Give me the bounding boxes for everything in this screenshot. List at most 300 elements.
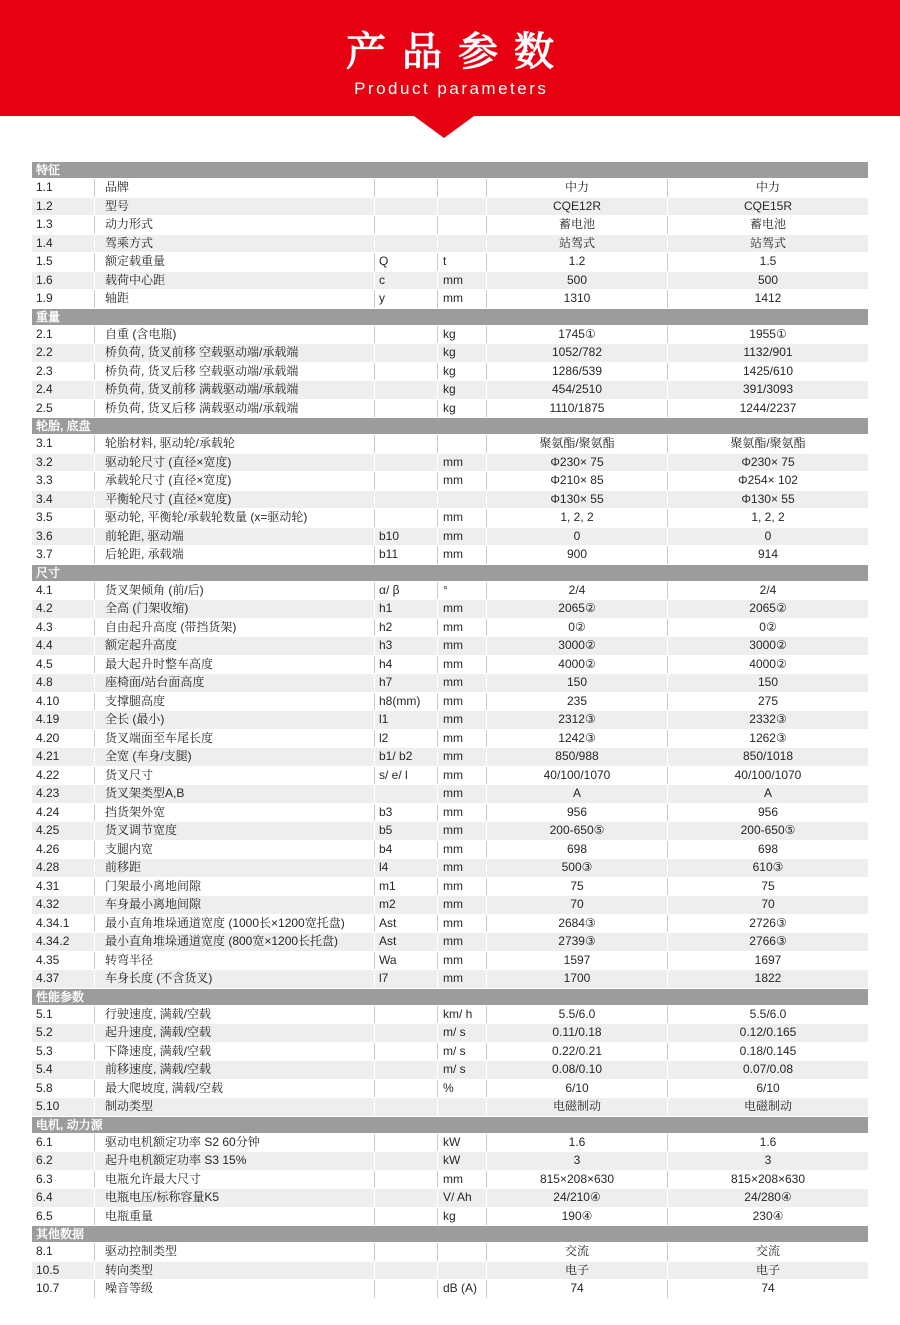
cell-no: 6.3 (32, 1171, 95, 1189)
cell-unit: mm (438, 841, 487, 859)
cell-v1: 2/4 (487, 582, 668, 600)
cell-unit: kW (438, 1134, 487, 1152)
cell-unit (438, 198, 487, 216)
cell-no: 4.28 (32, 859, 95, 877)
cell-unit (438, 491, 487, 509)
cell-no: 4.24 (32, 804, 95, 822)
cell-v2: 0.18/0.145 (739, 1043, 797, 1058)
table-row (32, 637, 868, 656)
table-row (32, 600, 868, 619)
cell-no: 6.5 (32, 1208, 95, 1226)
cell-unit: kg (438, 344, 487, 362)
cell-no: 6.4 (32, 1189, 95, 1207)
table-row (32, 785, 868, 804)
cell-v2: 1262③ (749, 730, 787, 745)
cell-no: 4.5 (32, 656, 95, 674)
cell-name: 货叉端面至车尾长度 (95, 730, 375, 748)
cell-sym: b11 (375, 546, 438, 564)
cell-v1: Φ210× 85 (487, 472, 668, 490)
table-row (32, 326, 868, 345)
cell-unit: % (438, 1080, 487, 1098)
cell-no: 4.34.1 (32, 915, 95, 933)
cell-unit: kW (438, 1152, 487, 1170)
cell-name: 最大起升时整车高度 (95, 656, 375, 674)
cell-no: 1.6 (32, 272, 95, 290)
table-row (32, 933, 868, 952)
cell-name: 型号 (95, 198, 375, 216)
cell-no: 4.25 (32, 822, 95, 840)
table-row (32, 915, 868, 934)
cell-unit: mm (438, 509, 487, 527)
cell-unit: mm (438, 600, 487, 618)
cell-name: 品牌 (95, 179, 375, 197)
cell-no: 4.26 (32, 841, 95, 859)
table-row (32, 656, 868, 675)
cell-v1: 聚氨酯/聚氨酯 (487, 435, 668, 453)
cell-v1: 850/988 (487, 748, 668, 766)
cell-name: 全宽 (车身/支腿) (95, 748, 375, 766)
cell-no: 2.3 (32, 363, 95, 381)
cell-no: 4.3 (32, 619, 95, 637)
table-row (32, 1098, 868, 1117)
cell-v1: 2065② (487, 600, 668, 618)
cell-sym: Ast (375, 933, 438, 951)
cell-sym (375, 472, 438, 490)
cell-unit (438, 1098, 487, 1116)
cell-sym: y (375, 290, 438, 308)
cell-v2: 1955① (749, 326, 787, 341)
cell-no: 1.4 (32, 235, 95, 253)
table-row (32, 1134, 868, 1153)
cell-v2: 1244/2237 (739, 400, 797, 415)
cell-v2: Φ130× 55 (741, 491, 795, 506)
cell-v2: 站驾式 (749, 235, 786, 250)
table-row (32, 400, 868, 419)
table-row (32, 1024, 868, 1043)
cell-v1: 1110/1875 (487, 400, 668, 418)
parameters-table (32, 162, 868, 1299)
cell-name: 载荷中心距 (95, 272, 375, 290)
cell-unit: mm (438, 637, 487, 655)
cell-v1: 200-650⑤ (487, 822, 668, 840)
cell-sym (375, 198, 438, 216)
cell-v2: 610③ (752, 860, 784, 874)
cell-name: 前轮距, 驱动端 (95, 528, 375, 546)
cell-unit: mm (438, 970, 487, 988)
cell-v1: 3000② (487, 637, 668, 655)
cell-name: 前移距 (95, 859, 375, 877)
cell-v2: 2332③ (749, 712, 787, 726)
table-row (32, 1171, 868, 1190)
cell-unit (438, 216, 487, 234)
cell-sym (375, 1208, 438, 1226)
cell-no: 4.1 (32, 582, 95, 600)
cell-unit: mm (438, 878, 487, 896)
cell-no: 4.35 (32, 952, 95, 970)
cell-v2: 2065② (749, 601, 787, 615)
table-row (32, 674, 868, 693)
cell-v1: 74 (487, 1280, 668, 1298)
table-row (32, 822, 868, 841)
cell-v2: 150 (757, 675, 779, 689)
cell-no: 6.2 (32, 1152, 95, 1170)
cell-unit: mm (438, 472, 487, 490)
cell-unit: mm (438, 454, 487, 472)
table-row (32, 216, 868, 235)
cell-no: 3.3 (32, 472, 95, 490)
cell-sym (375, 491, 438, 509)
cell-v2: 2766③ (749, 934, 787, 948)
cell-v2: 3000② (749, 638, 787, 652)
cell-v2: 电磁制动 (743, 1099, 792, 1113)
cell-v2: 230④ (752, 1208, 784, 1223)
cell-v2: 1822 (754, 971, 782, 985)
cell-v2: 5.5/6.0 (749, 1006, 787, 1021)
cell-no: 3.6 (32, 528, 95, 546)
cell-sym (375, 179, 438, 197)
cell-v1: 电子 (487, 1262, 668, 1280)
cell-v1: 1286/539 (487, 363, 668, 381)
table-row (32, 272, 868, 291)
banner-title: 产品参数 (346, 30, 570, 74)
cell-name: 平衡轮尺寸 (直径×宽度) (95, 491, 375, 509)
table-row (32, 1080, 868, 1099)
cell-no: 5.4 (32, 1061, 95, 1079)
cell-unit: mm (438, 546, 487, 564)
table-row (32, 235, 868, 254)
cell-no: 8.1 (32, 1243, 95, 1261)
cell-sym (375, 1189, 438, 1207)
cell-v2: 0.12/0.165 (739, 1025, 797, 1039)
cell-unit: mm (438, 785, 487, 803)
cell-unit: mm (438, 1171, 487, 1189)
cell-name: 轴距 (95, 290, 375, 308)
cell-no: 1.2 (32, 198, 95, 216)
cell-v1: 75 (487, 878, 668, 896)
table-row (32, 619, 868, 638)
cell-unit: km/ h (438, 1006, 487, 1024)
table-row (32, 528, 868, 547)
cell-v1: 2739③ (487, 933, 668, 951)
cell-unit: mm (438, 656, 487, 674)
table-row (32, 841, 868, 860)
cell-name: 座椅面/站台面高度 (95, 674, 375, 692)
cell-sym (375, 1243, 438, 1261)
cell-name: 桥负荷, 货叉前移 空载驱动端/承载端 (95, 344, 375, 362)
cell-no: 4.10 (32, 693, 95, 711)
cell-no: 2.1 (32, 326, 95, 344)
cell-no: 10.5 (32, 1262, 95, 1280)
cell-name: 货叉尺寸 (95, 767, 375, 785)
cell-name: 行驶速度, 满载/空载 (95, 1006, 375, 1024)
cell-name: 转向类型 (95, 1262, 375, 1280)
cell-v1: A (487, 785, 668, 803)
cell-name: 噪音等级 (95, 1280, 375, 1298)
cell-no: 10.7 (32, 1280, 95, 1298)
cell-v2: 聚氨酯/聚氨酯 (730, 436, 806, 450)
cell-unit: mm (438, 730, 487, 748)
cell-unit: mm (438, 693, 487, 711)
section-header: 尺寸 (32, 565, 868, 581)
cell-unit: mm (438, 804, 487, 822)
cell-unit: mm (438, 748, 487, 766)
cell-sym: b5 (375, 822, 438, 840)
cell-v2: 391/3093 (742, 382, 794, 396)
cell-name: 承载轮尺寸 (直径×宽度) (95, 472, 375, 490)
cell-name: 货叉架类型A,B (95, 785, 375, 803)
cell-v1: 500③ (487, 859, 668, 877)
cell-sym (375, 1152, 438, 1170)
cell-name: 动力形式 (95, 216, 375, 234)
cell-sym: α/ β (375, 582, 438, 600)
cell-sym (375, 785, 438, 803)
cell-no: 4.31 (32, 878, 95, 896)
cell-no: 3.2 (32, 454, 95, 472)
cell-sym: b3 (375, 804, 438, 822)
cell-no: 5.2 (32, 1024, 95, 1042)
cell-v2: 850/1018 (742, 749, 794, 763)
cell-v2: 中力 (755, 180, 780, 194)
cell-no: 4.32 (32, 896, 95, 914)
cell-unit: mm (438, 272, 487, 290)
table-row (32, 859, 868, 878)
table-row (32, 748, 868, 767)
table-row (32, 952, 868, 971)
cell-sym: h3 (375, 637, 438, 655)
section-header: 电机, 动力源 (32, 1117, 868, 1133)
cell-v1: 1310 (487, 290, 668, 308)
table-row (32, 472, 868, 491)
cell-no: 4.20 (32, 730, 95, 748)
table-row (32, 290, 868, 309)
section-header: 轮胎, 底盘 (32, 418, 868, 434)
cell-sym (375, 435, 438, 453)
cell-no: 1.3 (32, 216, 95, 234)
table-row (32, 711, 868, 730)
cell-name: 支腿内宽 (95, 841, 375, 859)
table-row (32, 767, 868, 786)
cell-name: 桥负荷, 货叉前移 满载驱动端/承载端 (95, 381, 375, 399)
cell-no: 2.4 (32, 381, 95, 399)
cell-v2: 1.5 (759, 254, 777, 268)
cell-name: 额定载重量 (95, 253, 375, 271)
cell-v2: 698 (757, 841, 779, 856)
cell-unit: dB (A) (438, 1280, 487, 1298)
cell-name: 最大爬坡度, 满载/空载 (95, 1080, 375, 1098)
cell-v2: CQE15R (743, 198, 793, 213)
section-header: 重量 (32, 309, 868, 325)
cell-v1: 中力 (487, 179, 668, 197)
cell-no: 3.7 (32, 546, 95, 564)
cell-unit: m/ s (438, 1043, 487, 1061)
cell-v2: 电子 (755, 1262, 780, 1277)
cell-v2: 1425/610 (742, 363, 794, 378)
cell-unit: kg (438, 363, 487, 381)
cell-v2: 75 (761, 878, 775, 893)
section-header: 特征 (32, 162, 868, 178)
cell-sym (375, 1043, 438, 1061)
cell-v2: 275 (757, 693, 779, 708)
cell-sym (375, 1024, 438, 1042)
cell-sym: m2 (375, 896, 438, 914)
cell-v1: 6/10 (487, 1080, 668, 1098)
cell-v1: 0 (487, 528, 668, 546)
cell-v1: 4000② (487, 656, 668, 674)
table-row (32, 1152, 868, 1171)
cell-v1: 1, 2, 2 (487, 509, 668, 527)
table-row (32, 198, 868, 217)
cell-name: 车身最小离地间隙 (95, 896, 375, 914)
cell-v2: 815×208×630 (730, 1171, 806, 1186)
cell-v2: Φ254× 102 (738, 473, 798, 487)
cell-no: 4.23 (32, 785, 95, 803)
table-row (32, 896, 868, 915)
cell-v1: 698 (487, 841, 668, 859)
cell-sym (375, 454, 438, 472)
cell-v1: 40/100/1070 (487, 767, 668, 785)
cell-v2: 1, 2, 2 (751, 510, 785, 524)
cell-unit: ° (438, 582, 487, 600)
table-row (32, 454, 868, 473)
cell-v1: 70 (487, 896, 668, 914)
cell-v2: 6/10 (756, 1080, 780, 1095)
table-row (32, 693, 868, 712)
table-row (32, 363, 868, 382)
cell-unit: mm (438, 933, 487, 951)
table-row (32, 1280, 868, 1299)
cell-name: 最小直角堆垛通道宽度 (1000长×1200宽托盘) (95, 915, 375, 933)
cell-no: 3.1 (32, 435, 95, 453)
table-row (32, 344, 868, 363)
cell-sym (375, 1262, 438, 1280)
cell-name: 后轮距, 承载端 (95, 546, 375, 564)
cell-v2: 4000② (749, 656, 787, 671)
cell-no: 2.5 (32, 400, 95, 418)
cell-unit: mm (438, 822, 487, 840)
cell-unit: kg (438, 1208, 487, 1226)
table-row (32, 253, 868, 272)
cell-unit: m/ s (438, 1061, 487, 1079)
cell-sym: b4 (375, 841, 438, 859)
cell-v2: 1412 (754, 291, 782, 305)
cell-sym (375, 326, 438, 344)
cell-v1: 1.6 (487, 1134, 668, 1152)
cell-name: 起升电机额定功率 S3 15% (95, 1152, 375, 1170)
cell-sym (375, 216, 438, 234)
cell-v1: 1745① (487, 326, 668, 344)
cell-sym: m1 (375, 878, 438, 896)
cell-name: 转弯半径 (95, 952, 375, 970)
cell-no: 4.34.2 (32, 933, 95, 951)
table-row (32, 546, 868, 565)
cell-name: 最小直角堆垛通道宽度 (800宽×1200长托盘) (95, 933, 375, 951)
cell-no: 5.10 (32, 1098, 95, 1116)
cell-name: 驱动电机额定功率 S2 60分钟 (95, 1134, 375, 1152)
cell-v1: 1700 (487, 970, 668, 988)
cell-unit (438, 435, 487, 453)
cell-sym: h2 (375, 619, 438, 637)
cell-name: 驱动轮尺寸 (直径×宽度) (95, 454, 375, 472)
cell-sym: h1 (375, 600, 438, 618)
cell-v2: 0 (764, 528, 772, 543)
cell-v1: 0.08/0.10 (487, 1061, 668, 1079)
table-row (32, 970, 868, 989)
cell-name: 桥负荷, 货叉后移 空载驱动端/承载端 (95, 363, 375, 381)
cell-name: 自重 (含电瓶) (95, 326, 375, 344)
cell-name: 挡货架外宽 (95, 804, 375, 822)
cell-sym (375, 363, 438, 381)
cell-v1: 900 (487, 546, 668, 564)
cell-unit (438, 1262, 487, 1280)
cell-name: 下降速度, 满载/空载 (95, 1043, 375, 1061)
table-row (32, 1189, 868, 1208)
cell-unit: mm (438, 767, 487, 785)
table-row (32, 730, 868, 749)
cell-unit: mm (438, 896, 487, 914)
cell-name: 支撑腿高度 (95, 693, 375, 711)
cell-v2: 交流 (755, 1244, 780, 1258)
cell-name: 前移速度, 满载/空载 (95, 1061, 375, 1079)
cell-sym (375, 509, 438, 527)
cell-unit (438, 179, 487, 197)
cell-v1: 956 (487, 804, 668, 822)
table-row (32, 509, 868, 528)
table-row (32, 1043, 868, 1062)
cell-name: 轮胎材料, 驱动轮/承载轮 (95, 435, 375, 453)
cell-no: 1.5 (32, 253, 95, 271)
cell-no: 5.8 (32, 1080, 95, 1098)
cell-sym: s/ e/ l (375, 767, 438, 785)
cell-sym: Ast (375, 915, 438, 933)
cell-name: 起升速度, 满载/空载 (95, 1024, 375, 1042)
cell-unit: m/ s (438, 1024, 487, 1042)
cell-no: 2.2 (32, 344, 95, 362)
cell-v2: 24/280④ (744, 1190, 792, 1204)
cell-sym (375, 235, 438, 253)
cell-v1: 1052/782 (487, 344, 668, 362)
cell-no: 4.2 (32, 600, 95, 618)
cell-name: 货叉架倾角 (前/后) (95, 582, 375, 600)
cell-sym (375, 1134, 438, 1152)
cell-v1: 1597 (487, 952, 668, 970)
cell-sym: h4 (375, 656, 438, 674)
cell-v2: 500 (757, 272, 779, 287)
cell-no: 5.1 (32, 1006, 95, 1024)
cell-name: 全高 (门架收缩) (95, 600, 375, 618)
cell-no: 1.1 (32, 179, 95, 197)
cell-v2: A (763, 786, 772, 800)
cell-v2: 0.07/0.08 (742, 1062, 794, 1076)
cell-name: 自由起升高度 (带挡货架) (95, 619, 375, 637)
cell-sym: l2 (375, 730, 438, 748)
cell-no: 4.37 (32, 970, 95, 988)
banner-subtitle: Product parameters (354, 79, 549, 98)
cell-unit: mm (438, 711, 487, 729)
cell-v1: 电磁制动 (487, 1098, 668, 1116)
cell-sym: Wa (375, 952, 438, 970)
cell-v1: 站驾式 (487, 235, 668, 253)
cell-name: 电瓶允许最大尺寸 (95, 1171, 375, 1189)
cell-unit: mm (438, 674, 487, 692)
cell-name: 全长 (最小) (95, 711, 375, 729)
cell-no: 4.19 (32, 711, 95, 729)
banner (0, 0, 900, 116)
cell-sym: c (375, 272, 438, 290)
table-row (32, 1006, 868, 1025)
cell-sym: l7 (375, 970, 438, 988)
cell-unit: mm (438, 952, 487, 970)
cell-name: 电瓶电压/标称容量K5 (95, 1189, 375, 1207)
